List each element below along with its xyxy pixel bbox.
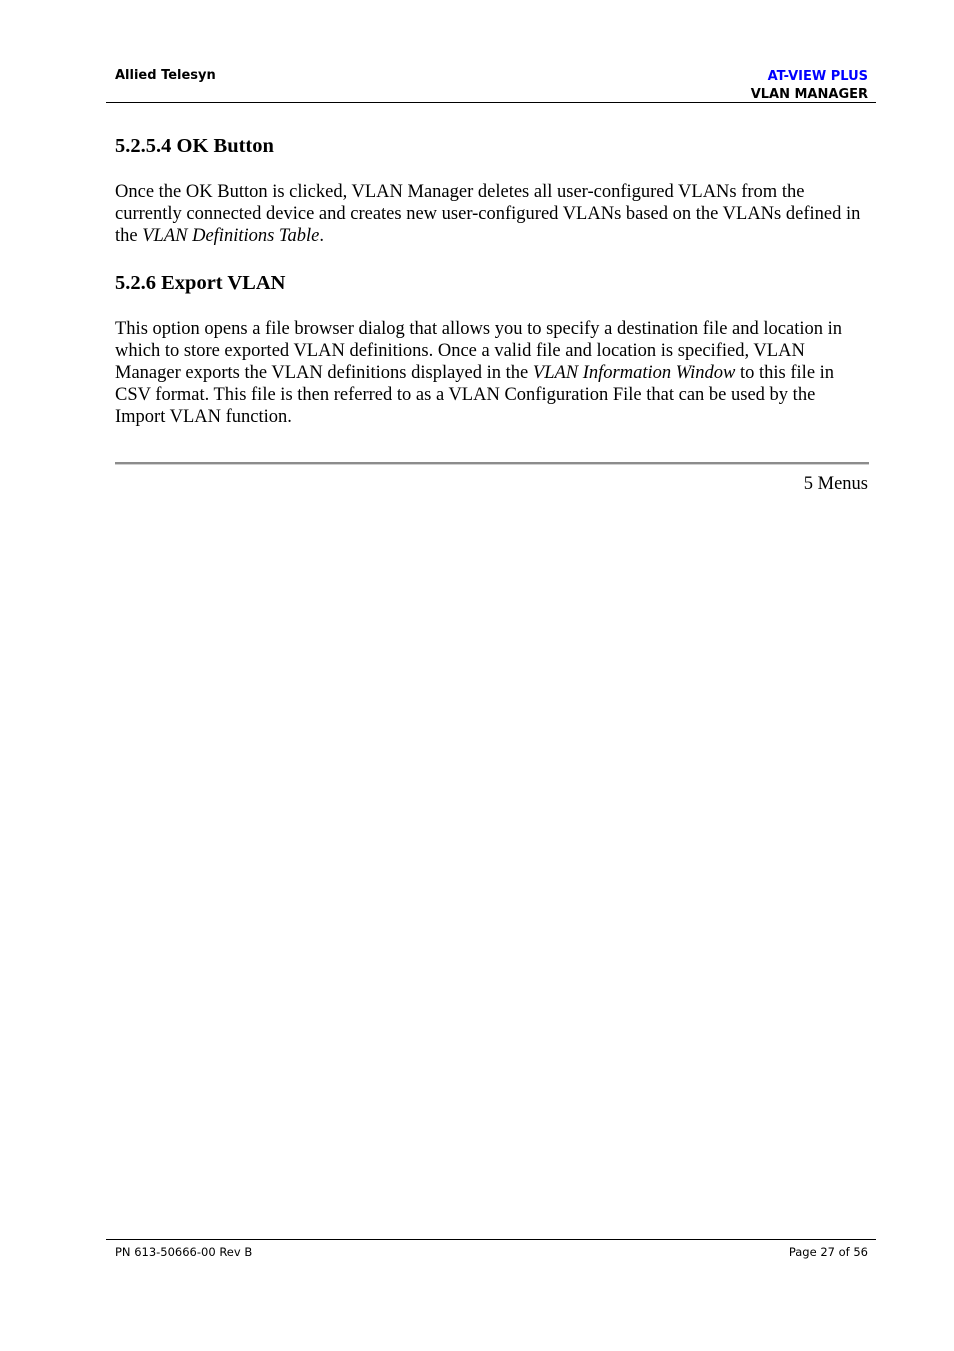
section-heading-export-vlan: 5.2.6 Export VLAN [115, 271, 286, 294]
section-divider [115, 462, 869, 465]
header-module: VLAN MANAGER [750, 87, 868, 102]
header-title-block [751, 68, 868, 104]
section-heading-ok-button: 5.2.5.4 OK Button [115, 135, 274, 157]
body-text: . [319, 226, 325, 247]
footer-divider [106, 1239, 876, 1240]
header-divider [106, 102, 876, 103]
body-emphasis: VLAN Definitions Table [142, 226, 320, 247]
footer-part-number: PN 613-50666-00 Rev B [115, 1245, 253, 1259]
header-company: Allied Telesyn [115, 68, 216, 83]
footer-page-number: Page 27 of 56 [788, 1245, 868, 1259]
body-emphasis: VLAN Information Window [532, 363, 736, 384]
chapter-label: 5 Menus [803, 474, 868, 494]
body-text: This option opens a file browser dialog that allows you to specify a destination file and location in which to store exported VLAN definitions. Once a valid file and location is specified, VLAN Manager exports the VLAN definitions displayed in the [115, 318, 842, 384]
body-text: Once the OK Button is clicked, VLAN Manager deletes all user-configured VLANs from the currently connected device and creates new user-configured VLANs based on the VLANs defined in the [115, 182, 861, 247]
section-body-export-vlan [115, 318, 870, 429]
page-content [115, 133, 870, 451]
body-text: to this file in CSV format. This file is then referred to as a VLAN Configuration File that can be used by the Import VLAN function. [115, 363, 835, 428]
header-product: AT-VIEW PLUS [767, 69, 868, 84]
section-body-ok-button [115, 181, 870, 248]
